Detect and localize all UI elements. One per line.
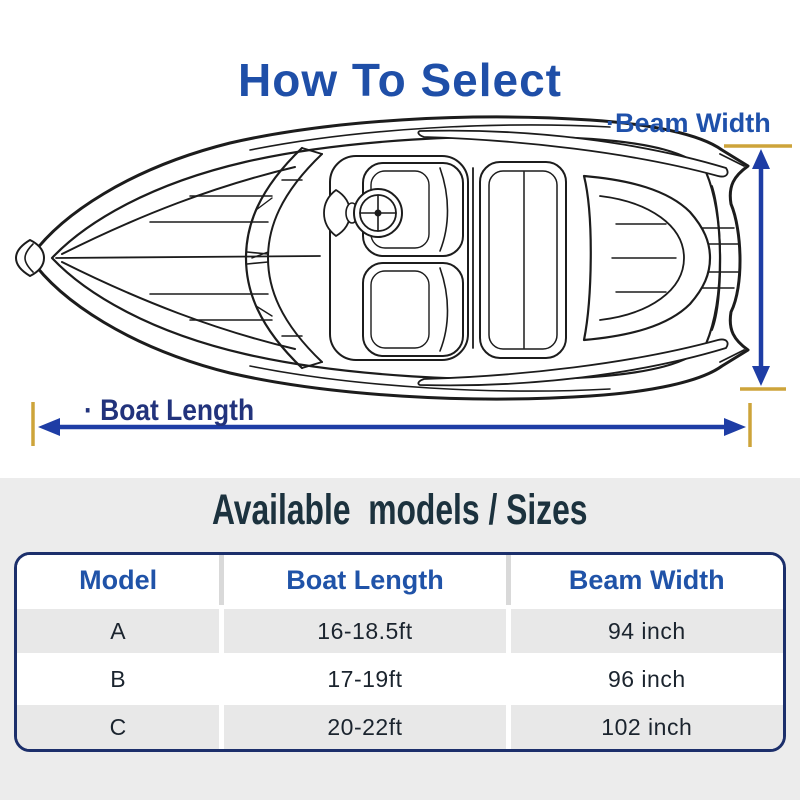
sizes-heading — [0, 486, 800, 535]
column-header-model: Model — [17, 555, 219, 605]
column-header-boat-length: Boat Length — [224, 555, 505, 605]
beam-width-label: ·Beam Width — [606, 108, 771, 138]
sizes-heading-text: Available models / Sizes — [212, 486, 588, 534]
cell-boat-length: 17-19ft — [224, 657, 505, 701]
table-header-row — [17, 555, 783, 605]
cell-beam-width: 94 inch — [511, 609, 783, 653]
table-row-model-c — [17, 705, 783, 749]
cell-beam-width: 96 inch — [511, 657, 783, 701]
boat-top-view-illustration — [16, 117, 748, 399]
cell-beam-width: 102 inch — [511, 705, 783, 749]
table-row-model-a — [17, 609, 783, 653]
column-header-beam-width: Beam Width — [511, 555, 783, 605]
cell-model: B — [17, 657, 219, 701]
cell-model: C — [17, 705, 219, 749]
table-row-model-b — [17, 657, 783, 701]
boat-length-label: · Boat Length — [84, 394, 255, 427]
cell-boat-length: 16-18.5ft — [224, 609, 505, 653]
cell-boat-length: 20-22ft — [224, 705, 505, 749]
sizes-table — [14, 552, 786, 752]
cell-model: A — [17, 609, 219, 653]
page-title: How To Select — [238, 53, 562, 106]
sizes-panel — [0, 478, 800, 800]
